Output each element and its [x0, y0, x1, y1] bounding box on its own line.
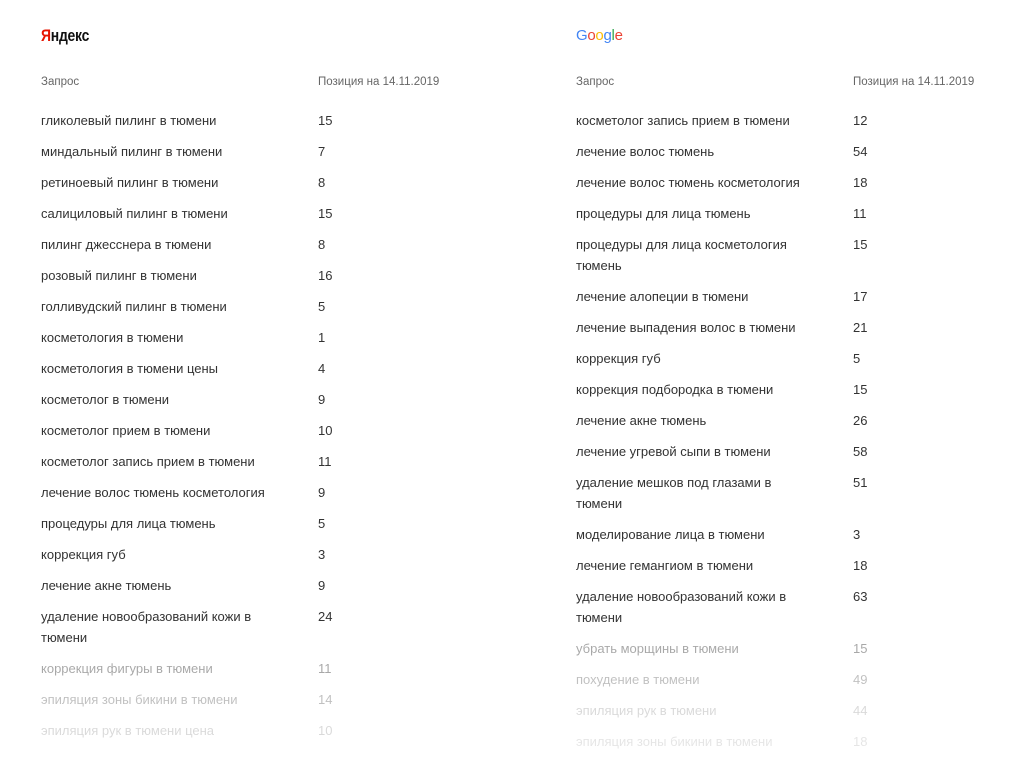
- table-row: [41, 110, 511, 141]
- query-text: лечение гемангиом в тюмени: [576, 558, 754, 573]
- position-value: 7: [318, 144, 326, 159]
- query-text: лечение алопеции в тюмени: [576, 289, 749, 304]
- table-row: [576, 234, 1016, 286]
- query-text: коррекция губ: [41, 547, 126, 562]
- google-logo: Google: [576, 27, 623, 44]
- query-text: миндальный пилинг в тюмени: [41, 144, 223, 159]
- position-value: 8: [318, 175, 326, 190]
- table-row: [41, 327, 511, 358]
- position-value: 12: [853, 113, 868, 128]
- table-row: [41, 265, 511, 296]
- query-text: эпиляция зоны бикини в тюмени: [41, 692, 238, 707]
- yandex-panel: [41, 0, 511, 779]
- position-value: 63: [853, 589, 868, 604]
- position-value: 15: [318, 113, 333, 128]
- position-value: 15: [853, 641, 868, 656]
- google-panel: [576, 0, 1016, 779]
- table-row: [41, 606, 511, 658]
- table-row: [41, 141, 511, 172]
- position-value: 10: [318, 423, 333, 438]
- query-text: эпиляция рук в тюмени цена: [41, 723, 215, 738]
- position-value: 5: [318, 516, 326, 531]
- position-value: 5: [853, 351, 861, 366]
- position-value: 4: [318, 361, 326, 376]
- table-row: [41, 358, 511, 389]
- table-row: [41, 420, 511, 451]
- position-value: 49: [853, 672, 868, 687]
- position-value: 44: [853, 703, 868, 718]
- table-row: [576, 286, 1016, 317]
- table-row: [576, 172, 1016, 203]
- table-row: [41, 658, 511, 689]
- query-text: пилинг джесснера в тюмени: [41, 237, 212, 252]
- position-value: 11: [853, 206, 867, 221]
- google-table: [576, 110, 1016, 762]
- query-text: лечение волос тюмень косметология: [41, 485, 265, 500]
- yandex-table: [41, 110, 511, 751]
- query-text: салициловый пилинг в тюмени: [41, 206, 228, 221]
- position-value: 8: [318, 237, 326, 252]
- query-text: процедуры для лица тюмень: [41, 516, 216, 531]
- query-text: процедуры для лица тюмень: [576, 206, 751, 221]
- table-row: [576, 348, 1016, 379]
- table-row: [576, 524, 1016, 555]
- table-row: [576, 472, 1016, 524]
- query-text: процедуры для лица косметология тюмень: [576, 237, 787, 273]
- position-value: 24: [318, 609, 333, 624]
- table-row: [576, 731, 1016, 762]
- query-text: эпиляция рук в тюмени: [576, 703, 717, 718]
- yandex-logo-first-letter: Я: [41, 26, 51, 45]
- query-text: удаление новообразований кожи в тюмени: [41, 609, 252, 645]
- query-text: косметолог в тюмени: [41, 392, 170, 407]
- position-value: 18: [853, 558, 868, 573]
- table-row: [576, 317, 1016, 348]
- position-value: 9: [318, 485, 326, 500]
- table-row: [576, 203, 1016, 234]
- query-text: лечение акне тюмень: [576, 413, 707, 428]
- position-value: 15: [318, 206, 333, 221]
- position-value: 18: [853, 175, 868, 190]
- table-row: [576, 110, 1016, 141]
- query-text: ретиноевый пилинг в тюмени: [41, 175, 219, 190]
- table-row: [576, 638, 1016, 669]
- query-text: косметолог запись прием в тюмени: [41, 454, 255, 469]
- position-value: 15: [853, 237, 868, 252]
- query-text: удаление мешков под глазами в тюмени: [576, 475, 772, 511]
- table-row: [576, 379, 1016, 410]
- query-text: косметология в тюмени: [41, 330, 184, 345]
- table-row: [41, 234, 511, 265]
- query-text: гликолевый пилинг в тюмени: [41, 113, 217, 128]
- query-text: удаление новообразований кожи в тюмени: [576, 589, 787, 625]
- table-row: [41, 296, 511, 327]
- table-row: [576, 441, 1016, 472]
- table-row: [41, 451, 511, 482]
- position-value: 51: [853, 475, 868, 490]
- query-text: коррекция фигуры в тюмени: [41, 661, 213, 676]
- table-row: [576, 410, 1016, 441]
- position-value: 16: [318, 268, 333, 283]
- position-value: 11: [318, 661, 332, 676]
- query-text: лечение угревой сыпи в тюмени: [576, 444, 771, 459]
- query-text: убрать морщины в тюмени: [576, 641, 739, 656]
- query-text: косметолог прием в тюмени: [41, 423, 211, 438]
- google-header-position: Позиция на 14.11.2019: [853, 76, 975, 88]
- table-row: [576, 669, 1016, 700]
- google-header-query: Запрос: [576, 76, 615, 88]
- position-value: 3: [318, 547, 326, 562]
- table-row: [41, 172, 511, 203]
- table-row: [576, 586, 1016, 638]
- table-row: [41, 720, 511, 751]
- position-value: 58: [853, 444, 868, 459]
- position-value: 14: [318, 692, 333, 707]
- position-value: 11: [318, 454, 332, 469]
- query-text: лечение волос тюмень: [576, 144, 715, 159]
- position-value: 54: [853, 144, 868, 159]
- position-value: 17: [853, 289, 868, 304]
- query-text: коррекция губ: [576, 351, 661, 366]
- table-row: [41, 575, 511, 606]
- position-value: 21: [853, 320, 868, 335]
- query-text: похудение в тюмени: [576, 672, 700, 687]
- position-value: 1: [318, 330, 326, 345]
- query-text: лечение выпадения волос в тюмени: [576, 320, 796, 335]
- position-value: 5: [318, 299, 326, 314]
- query-text: лечение волос тюмень косметология: [576, 175, 800, 190]
- yandex-header-position: Позиция на 14.11.2019: [318, 76, 440, 88]
- table-row: [576, 141, 1016, 172]
- table-row: [576, 555, 1016, 586]
- query-text: розовый пилинг в тюмени: [41, 268, 197, 283]
- position-value: 26: [853, 413, 868, 428]
- position-value: 10: [318, 723, 333, 738]
- table-row: [41, 689, 511, 720]
- query-text: эпиляция зоны бикини в тюмени: [576, 734, 773, 749]
- query-text: голливудский пилинг в тюмени: [41, 299, 227, 314]
- table-row: [576, 700, 1016, 731]
- table-row: [41, 513, 511, 544]
- query-text: косметолог запись прием в тюмени: [576, 113, 790, 128]
- yandex-logo: Яндекс: [41, 26, 90, 45]
- table-row: [41, 544, 511, 575]
- position-value: 15: [853, 382, 868, 397]
- position-value: 9: [318, 578, 326, 593]
- position-value: 3: [853, 527, 861, 542]
- query-text: коррекция подбородка в тюмени: [576, 382, 774, 397]
- query-text: моделирование лица в тюмени: [576, 527, 765, 542]
- query-text: косметология в тюмени цены: [41, 361, 219, 376]
- table-row: [41, 389, 511, 420]
- position-value: 9: [318, 392, 326, 407]
- yandex-header-query: Запрос: [41, 76, 80, 88]
- query-text: лечение акне тюмень: [41, 578, 172, 593]
- position-value: 18: [853, 734, 868, 749]
- table-row: [41, 482, 511, 513]
- table-row: [41, 203, 511, 234]
